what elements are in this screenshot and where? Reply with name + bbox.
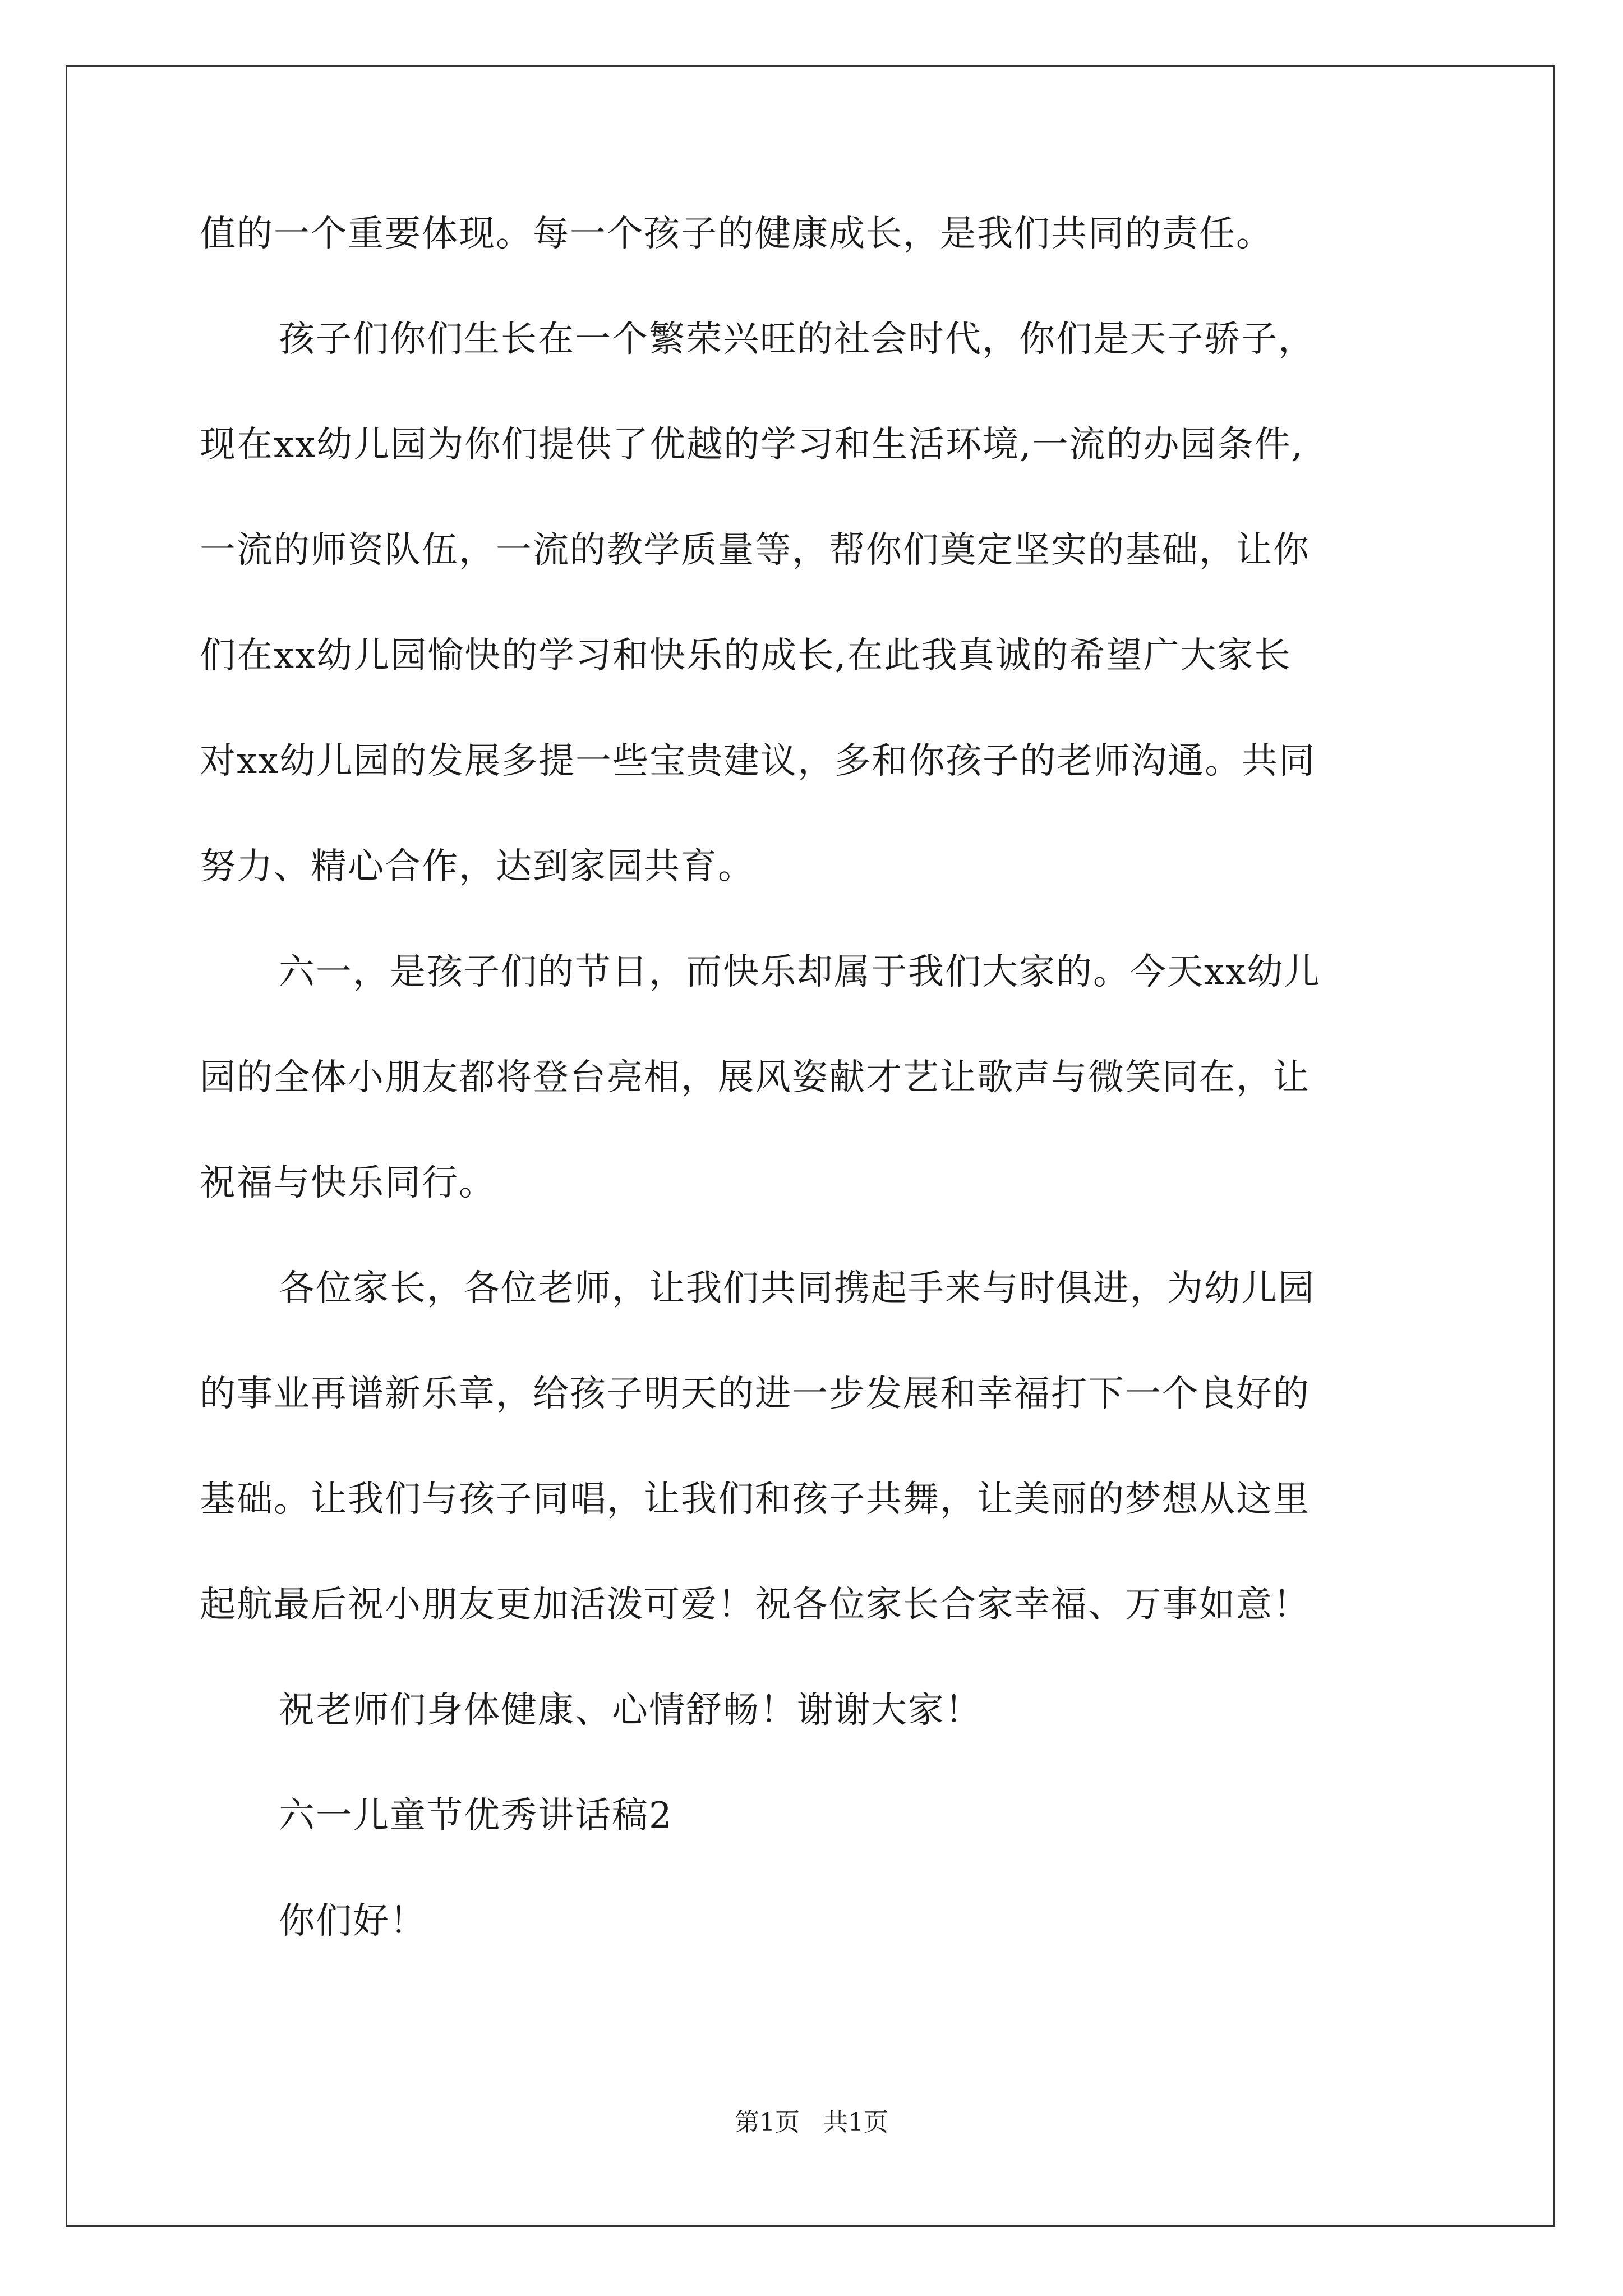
text-line: 基础。让我们与孩子同唱，让我们和孩子共舞，让美丽的梦想从这里 bbox=[200, 1479, 1310, 1520]
greeting-line: 你们好！ bbox=[279, 1901, 427, 1942]
text-line: 们在xx幼儿园愉快的学习和快乐的成长,在此我真诚的希望广大家长 bbox=[200, 635, 1292, 677]
paragraph-first-line: 各位家长，各位老师，让我们共同携起手来与时俱进，为幼儿园 bbox=[279, 1268, 1315, 1309]
text-line: 对xx幼儿园的发展多提一些宝贵建议，多和你孩子的老师沟通。共同 bbox=[200, 740, 1316, 782]
text-line: 努力、精心合作，达到家园共育。 bbox=[200, 846, 755, 887]
page-footer: 第1页 共1页 bbox=[735, 2108, 888, 2137]
text-line: 一流的师资队伍，一流的教学质量等，帮你们奠定坚实的基础，让你 bbox=[200, 530, 1310, 571]
text-line: 的事业再谱新乐章，给孩子明天的进一步发展和幸福打下一个良好的 bbox=[200, 1373, 1310, 1415]
text-line: 祝福与快乐同行。 bbox=[200, 1162, 496, 1204]
paragraph-first-line: 孩子们你们生长在一个繁荣兴旺的社会时代，你们是天子骄子， bbox=[279, 319, 1315, 360]
text-line: 值的一个重要体现。每一个孩子的健康成长，是我们共同的责任。 bbox=[200, 213, 1273, 255]
paragraph-first-line: 祝老师们身体健康、心情舒畅！谢谢大家！ bbox=[279, 1690, 982, 1731]
text-line: 现在xx幼儿园为你们提供了优越的学习和生活环境,一流的办园条件, bbox=[200, 424, 1304, 466]
section-heading: 六一儿童节优秀讲话稿2 bbox=[279, 1795, 673, 1837]
text-line: 园的全体小朋友都将登台亮相，展风姿献才艺让歌声与微笑同在，让 bbox=[200, 1057, 1310, 1098]
text-line: 起航最后祝小朋友更加活泼可爱！祝各位家长合家幸福、万事如意！ bbox=[200, 1584, 1310, 1626]
paragraph-first-line: 六一，是孩子们的节日，而快乐却属于我们大家的。今天xx幼儿 bbox=[279, 951, 1321, 993]
